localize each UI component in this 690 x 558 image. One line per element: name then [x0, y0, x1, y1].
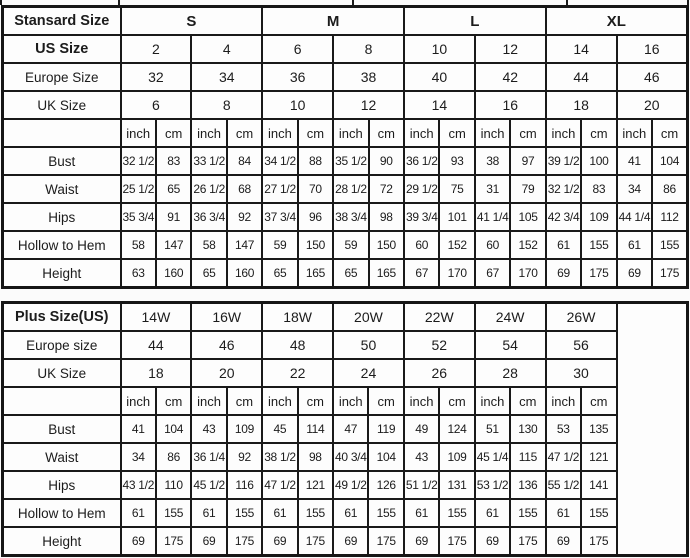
measure-value-cell: 61	[404, 499, 439, 527]
unit-cell: inch	[404, 387, 439, 415]
row-label: Hollow to Hem	[3, 499, 121, 527]
measure-value-cell: 147	[227, 231, 262, 259]
measure-value-cell: 35 1/2	[333, 147, 368, 175]
unit-cell: inch	[262, 119, 297, 147]
table-gap	[0, 289, 690, 301]
measure-value-cell: 86	[156, 443, 191, 471]
measure-value-cell: 98	[298, 443, 333, 471]
measure-value-cell: 126	[368, 471, 403, 499]
empty-cell	[617, 303, 688, 556]
size-group-cell: XL	[546, 7, 688, 36]
measure-value-cell: 61	[191, 499, 226, 527]
measure-value-cell: 31	[475, 175, 510, 203]
size-value-cell: 8	[191, 91, 262, 119]
measure-value-cell: 115	[510, 443, 545, 471]
size-value-cell: 20	[617, 91, 688, 119]
measure-value-cell: 27 1/2	[262, 175, 297, 203]
table-row	[3, 147, 688, 175]
size-value-cell: 14W	[121, 303, 192, 332]
size-value-cell: 44	[546, 63, 617, 91]
measure-value-cell: 121	[581, 443, 617, 471]
measure-value-cell: 34 1/2	[262, 147, 297, 175]
measure-value-cell: 175	[581, 527, 617, 556]
unit-cell: inch	[546, 119, 581, 147]
measure-value-cell: 36 1/4	[191, 443, 226, 471]
measure-value-cell: 155	[439, 499, 474, 527]
measure-value-cell: 45 1/2	[191, 471, 226, 499]
measure-value-cell: 175	[227, 527, 262, 556]
row-label: Waist	[3, 443, 121, 471]
row-label: UK Size	[3, 359, 121, 387]
measure-value-cell: 97	[510, 147, 545, 175]
measure-value-cell: 98	[369, 203, 404, 231]
measure-value-cell: 109	[227, 415, 262, 443]
measure-value-cell: 155	[652, 231, 687, 259]
measure-value-cell: 136	[510, 471, 545, 499]
size-value-cell: 22W	[404, 303, 475, 332]
unit-cell: cm	[368, 387, 403, 415]
measure-value-cell: 86	[652, 175, 687, 203]
unit-cell: inch	[191, 119, 226, 147]
unit-cell: cm	[581, 119, 616, 147]
size-value-cell: 56	[546, 331, 617, 359]
measure-value-cell: 61	[546, 231, 581, 259]
measure-value-cell: 83	[156, 147, 191, 175]
size-value-cell: 10	[262, 91, 333, 119]
table-row	[3, 387, 688, 415]
measure-value-cell: 45 1/4	[475, 443, 510, 471]
table-row	[3, 259, 688, 288]
unit-cell: cm	[369, 119, 404, 147]
table-row	[3, 91, 688, 119]
measure-value-cell: 65	[191, 259, 226, 288]
size-value-cell: 54	[475, 331, 546, 359]
measure-value-cell: 32 1/2	[546, 175, 581, 203]
unit-cell: cm	[439, 119, 474, 147]
measure-value-cell: 58	[121, 231, 156, 259]
measure-value-cell: 101	[439, 203, 474, 231]
measure-value-cell: 40 3/4	[333, 443, 368, 471]
measure-value-cell: 69	[404, 527, 439, 556]
measure-value-cell: 49 1/2	[333, 471, 368, 499]
measure-value-cell: 100	[581, 147, 616, 175]
row-label: US Size	[3, 35, 121, 63]
size-value-cell: 44	[121, 331, 192, 359]
row-label: Hollow to Hem	[3, 231, 121, 259]
size-value-cell: 32	[121, 63, 192, 91]
measure-value-cell: 26 1/2	[191, 175, 226, 203]
size-value-cell: 20W	[333, 303, 404, 332]
row-label: Height	[3, 259, 121, 288]
measure-value-cell: 32 1/2	[121, 147, 156, 175]
measure-value-cell: 63	[121, 259, 156, 288]
measure-value-cell: 83	[581, 175, 616, 203]
row-label: Stansard Size	[3, 7, 121, 36]
unit-cell: inch	[404, 119, 439, 147]
measure-value-cell: 69	[546, 259, 581, 288]
measure-value-cell: 38 3/4	[333, 203, 368, 231]
measure-value-cell: 175	[368, 527, 403, 556]
table-row	[3, 499, 688, 527]
measure-value-cell: 130	[510, 415, 545, 443]
measure-value-cell: 49	[404, 415, 439, 443]
measure-value-cell: 38	[475, 147, 510, 175]
measure-value-cell: 155	[368, 499, 403, 527]
measure-value-cell: 61	[617, 231, 652, 259]
measure-value-cell: 114	[298, 415, 333, 443]
plus-size-table	[1, 301, 689, 557]
size-value-cell: 48	[262, 331, 333, 359]
table-row	[3, 231, 688, 259]
measure-value-cell: 35 3/4	[121, 203, 156, 231]
measure-value-cell: 150	[369, 231, 404, 259]
size-value-cell: 22	[262, 359, 333, 387]
measure-value-cell: 175	[581, 259, 616, 288]
table-row	[3, 415, 688, 443]
measure-value-cell: 170	[510, 259, 545, 288]
measure-value-cell: 37 3/4	[262, 203, 297, 231]
measure-value-cell: 43	[191, 415, 226, 443]
measure-value-cell: 69	[121, 527, 156, 556]
size-value-cell: 46	[191, 331, 262, 359]
measure-value-cell: 55 1/2	[546, 471, 581, 499]
measure-value-cell: 155	[298, 499, 333, 527]
measure-value-cell: 69	[475, 527, 510, 556]
measure-value-cell: 61	[333, 499, 368, 527]
unit-cell: inch	[333, 119, 368, 147]
measure-value-cell: 47 1/2	[262, 471, 297, 499]
row-label: Hips	[3, 471, 121, 499]
measure-value-cell: 165	[369, 259, 404, 288]
size-value-cell: 16	[617, 35, 688, 63]
measure-value-cell: 93	[439, 147, 474, 175]
table-row	[3, 527, 688, 556]
size-value-cell: 30	[546, 359, 617, 387]
size-value-cell: 24	[333, 359, 404, 387]
measure-value-cell: 116	[227, 471, 262, 499]
measure-value-cell: 141	[581, 471, 617, 499]
measure-value-cell: 175	[510, 527, 545, 556]
unit-cell: inch	[475, 119, 510, 147]
size-value-cell: 40	[404, 63, 475, 91]
measure-value-cell: 155	[510, 499, 545, 527]
measure-value-cell: 88	[298, 147, 333, 175]
unit-cell: cm	[298, 119, 333, 147]
size-value-cell: 38	[333, 63, 404, 91]
unit-cell: cm	[439, 387, 474, 415]
measure-value-cell: 91	[156, 203, 191, 231]
measure-value-cell: 165	[298, 259, 333, 288]
size-value-cell: 6	[262, 35, 333, 63]
measure-value-cell: 69	[333, 527, 368, 556]
measure-value-cell: 109	[581, 203, 616, 231]
measure-value-cell: 135	[581, 415, 617, 443]
row-label: Hips	[3, 203, 121, 231]
measure-value-cell: 72	[369, 175, 404, 203]
measure-value-cell: 160	[156, 259, 191, 288]
measure-value-cell: 69	[262, 527, 297, 556]
table-row	[3, 471, 688, 499]
table-row	[3, 203, 688, 231]
measure-value-cell: 170	[439, 259, 474, 288]
measure-value-cell: 36 3/4	[191, 203, 226, 231]
table-row	[3, 119, 688, 147]
unit-cell: inch	[191, 387, 226, 415]
measure-value-cell: 47	[333, 415, 368, 443]
measure-value-cell: 152	[439, 231, 474, 259]
row-label: Europe Size	[3, 63, 121, 91]
measure-value-cell: 41	[121, 415, 156, 443]
measure-value-cell: 131	[439, 471, 474, 499]
measure-value-cell: 39 3/4	[404, 203, 439, 231]
measure-value-cell: 59	[262, 231, 297, 259]
measure-value-cell: 61	[121, 499, 156, 527]
cropped-row-remnant	[0, 0, 690, 5]
table-row	[3, 443, 688, 471]
measure-value-cell: 45	[262, 415, 297, 443]
unit-cell: cm	[652, 119, 687, 147]
measure-value-cell: 34	[617, 175, 652, 203]
measure-value-cell: 36 1/2	[404, 147, 439, 175]
size-value-cell: 14	[404, 91, 475, 119]
size-value-cell: 46	[617, 63, 688, 91]
measure-value-cell: 53 1/2	[475, 471, 510, 499]
measure-value-cell: 119	[368, 415, 403, 443]
measure-value-cell: 84	[227, 147, 262, 175]
measure-value-cell: 41	[617, 147, 652, 175]
measure-value-cell: 155	[581, 231, 616, 259]
measure-value-cell: 79	[510, 175, 545, 203]
size-group-cell: L	[404, 7, 546, 36]
measure-value-cell: 90	[369, 147, 404, 175]
measure-value-cell: 65	[156, 175, 191, 203]
table-row	[3, 35, 688, 63]
measure-value-cell: 60	[475, 231, 510, 259]
unit-cell: inch	[121, 119, 156, 147]
measure-value-cell: 28 1/2	[333, 175, 368, 203]
measure-value-cell: 150	[298, 231, 333, 259]
measure-value-cell: 42 3/4	[546, 203, 581, 231]
measure-value-cell: 44 1/4	[617, 203, 652, 231]
standard-size-table	[1, 5, 689, 289]
measure-value-cell: 70	[298, 175, 333, 203]
measure-value-cell: 175	[439, 527, 474, 556]
size-value-cell: 14	[546, 35, 617, 63]
measure-value-cell: 25 1/2	[121, 175, 156, 203]
measure-value-cell: 38 1/2	[262, 443, 297, 471]
measure-value-cell: 69	[617, 259, 652, 288]
unit-cell: cm	[510, 119, 545, 147]
measure-value-cell: 61	[546, 499, 581, 527]
measure-value-cell: 109	[439, 443, 474, 471]
measure-value-cell: 147	[156, 231, 191, 259]
measure-value-cell: 47 1/2	[546, 443, 581, 471]
measure-value-cell: 96	[298, 203, 333, 231]
table-row	[3, 359, 688, 387]
size-group-cell: S	[121, 7, 263, 36]
measure-value-cell: 51 1/2	[404, 471, 439, 499]
measure-value-cell: 58	[191, 231, 226, 259]
measure-value-cell: 67	[404, 259, 439, 288]
measure-value-cell: 59	[333, 231, 368, 259]
measure-value-cell: 29 1/2	[404, 175, 439, 203]
unit-cell: cm	[510, 387, 545, 415]
size-value-cell: 24W	[475, 303, 546, 332]
unit-cell: inch	[617, 119, 652, 147]
measure-value-cell: 34	[121, 443, 156, 471]
measure-value-cell: 41 1/4	[475, 203, 510, 231]
measure-value-cell: 33 1/2	[191, 147, 226, 175]
size-value-cell: 18	[121, 359, 192, 387]
row-label: Plus Size(US)	[3, 303, 121, 332]
row-label: Bust	[3, 147, 121, 175]
measure-value-cell: 39 1/2	[546, 147, 581, 175]
unit-cell: inch	[121, 387, 156, 415]
table-row	[3, 7, 688, 36]
measure-value-cell: 69	[546, 527, 581, 556]
unit-cell: inch	[546, 387, 581, 415]
row-label: Europe size	[3, 331, 121, 359]
row-label: Waist	[3, 175, 121, 203]
unit-cell: inch	[475, 387, 510, 415]
unit-cell: cm	[227, 119, 262, 147]
measure-value-cell: 51	[475, 415, 510, 443]
measure-value-cell: 104	[652, 147, 687, 175]
size-value-cell: 6	[121, 91, 192, 119]
size-value-cell: 4	[191, 35, 262, 63]
row-label: UK Size	[3, 91, 121, 119]
unit-cell: inch	[262, 387, 297, 415]
size-value-cell: 12	[475, 35, 546, 63]
measure-value-cell: 61	[262, 499, 297, 527]
size-value-cell: 20	[191, 359, 262, 387]
size-value-cell: 34	[191, 63, 262, 91]
measure-value-cell: 43	[404, 443, 439, 471]
measure-value-cell: 110	[156, 471, 191, 499]
measure-value-cell: 104	[156, 415, 191, 443]
measure-value-cell: 60	[404, 231, 439, 259]
size-value-cell: 18	[546, 91, 617, 119]
size-value-cell: 52	[404, 331, 475, 359]
measure-value-cell: 104	[368, 443, 403, 471]
measure-value-cell: 68	[227, 175, 262, 203]
unit-cell: cm	[581, 387, 617, 415]
measure-value-cell: 43 1/2	[121, 471, 156, 499]
measure-value-cell: 65	[262, 259, 297, 288]
measure-value-cell: 121	[298, 471, 333, 499]
size-value-cell: 10	[404, 35, 475, 63]
size-value-cell: 26	[404, 359, 475, 387]
size-chart	[0, 5, 690, 557]
size-value-cell: 12	[333, 91, 404, 119]
size-value-cell: 36	[262, 63, 333, 91]
measure-value-cell: 67	[475, 259, 510, 288]
measure-value-cell: 65	[333, 259, 368, 288]
size-value-cell: 8	[333, 35, 404, 63]
row-label: Bust	[3, 415, 121, 443]
size-value-cell: 18W	[262, 303, 333, 332]
row-label: Height	[3, 527, 121, 556]
row-label-empty	[3, 119, 121, 147]
measure-value-cell: 75	[439, 175, 474, 203]
unit-cell: cm	[156, 119, 191, 147]
table-row	[3, 175, 688, 203]
measure-value-cell: 69	[191, 527, 226, 556]
measure-value-cell: 53	[546, 415, 581, 443]
table-row	[3, 63, 688, 91]
measure-value-cell: 92	[227, 203, 262, 231]
size-value-cell: 16	[475, 91, 546, 119]
measure-value-cell: 155	[581, 499, 617, 527]
size-value-cell: 42	[475, 63, 546, 91]
table-row	[3, 331, 688, 359]
measure-value-cell: 61	[475, 499, 510, 527]
measure-value-cell: 175	[156, 527, 191, 556]
measure-value-cell: 175	[652, 259, 687, 288]
measure-value-cell: 155	[227, 499, 262, 527]
row-label-empty	[3, 387, 121, 415]
unit-cell: cm	[227, 387, 262, 415]
size-value-cell: 2	[121, 35, 192, 63]
measure-value-cell: 160	[227, 259, 262, 288]
measure-value-cell: 92	[227, 443, 262, 471]
unit-cell: cm	[156, 387, 191, 415]
measure-value-cell: 105	[510, 203, 545, 231]
measure-value-cell: 175	[298, 527, 333, 556]
size-group-cell: M	[262, 7, 404, 36]
size-value-cell: 50	[333, 331, 404, 359]
measure-value-cell: 155	[156, 499, 191, 527]
size-value-cell: 26W	[546, 303, 617, 332]
table-row	[3, 303, 688, 332]
measure-value-cell: 124	[439, 415, 474, 443]
measure-value-cell: 152	[510, 231, 545, 259]
size-value-cell: 28	[475, 359, 546, 387]
size-value-cell: 16W	[191, 303, 262, 332]
unit-cell: inch	[333, 387, 368, 415]
measure-value-cell: 112	[652, 203, 687, 231]
unit-cell: cm	[298, 387, 333, 415]
